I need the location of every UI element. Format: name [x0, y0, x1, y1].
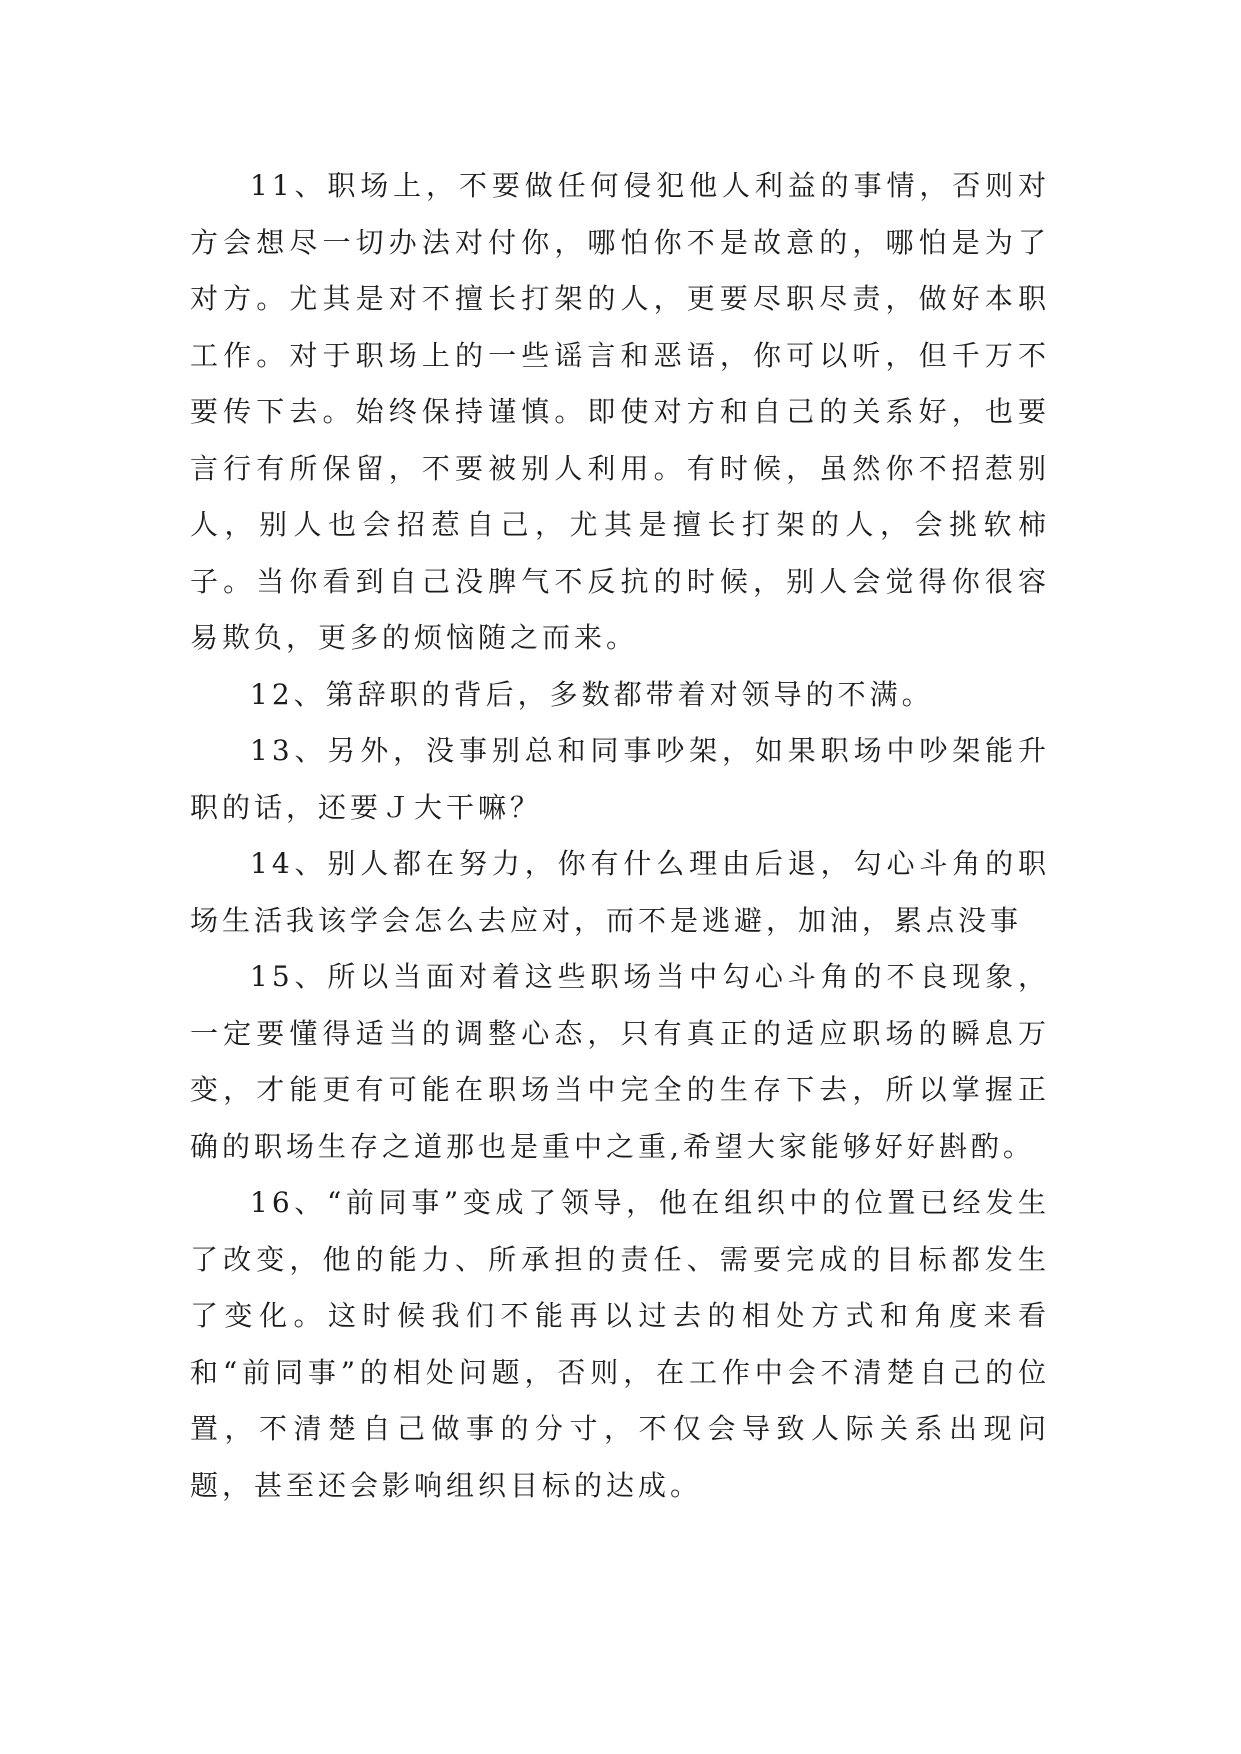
paragraph-11: 11、职场上，不要做任何侵犯他人利益的事情，否则对方会想尽一切办法对付你，哪怕你不是故意的，哪怕是为了对方。尤其是对不擅长打架的人，更要尽职尽责，做好本职工作。对于职场上的一些谣言和恶语，你可以听，但千万不要传下去。始终保持谨慎。即使对方和自己的关系好，也要言行有所保留，不要被别人利用。有时候，虽然你不招惹别人，别人也会招惹自己，尤其是擅长打架的人，会挑软柿子。当你看到自己没脾气不反抗的时候，别人会觉得你很容易欺负，更多的烦恼随之而来。	[190, 169, 1050, 654]
paragraph-12: 12、第辞职的背后，多数都带着对领导的不满。	[250, 677, 934, 711]
paragraph-14: 14、别人都在努力，你有什么理由后退，勾心斗角的职场生活我该学会怎么去应对，而不是逃避，加油，累点没事	[190, 847, 1050, 937]
paragraph-13: 13、另外，没事别总和同事吵架，如果职场中吵架能升职的话，还要Ｊ大干嘛？	[190, 734, 1050, 824]
paragraph-16: 16、“前同事”变成了领导，他在组织中的位置已经发生了改变，他的能力、所承担的责任、需要完成的目标都发生了变化。这时候我们不能再以过去的相处方式和角度来看和“前同事”的相处问题，否则，在工作中会不清楚自己的位置，不清楚自己做事的分寸，不仅会导致人际关系出现问题，甚至还会影响组织目标的达成。	[190, 1186, 1050, 1502]
document-body	[190, 158, 1050, 1514]
paragraph-15: 15、所以当面对着这些职场当中勾心斗角的不良现象，一定要懂得适当的调整心态，只有真正的适应职场的瞬息万变，才能更有可能在职场当中完全的生存下去，所以掌握正确的职场生存之道那也是重中之重,希望大家能够好好斟酌。	[190, 960, 1050, 1163]
